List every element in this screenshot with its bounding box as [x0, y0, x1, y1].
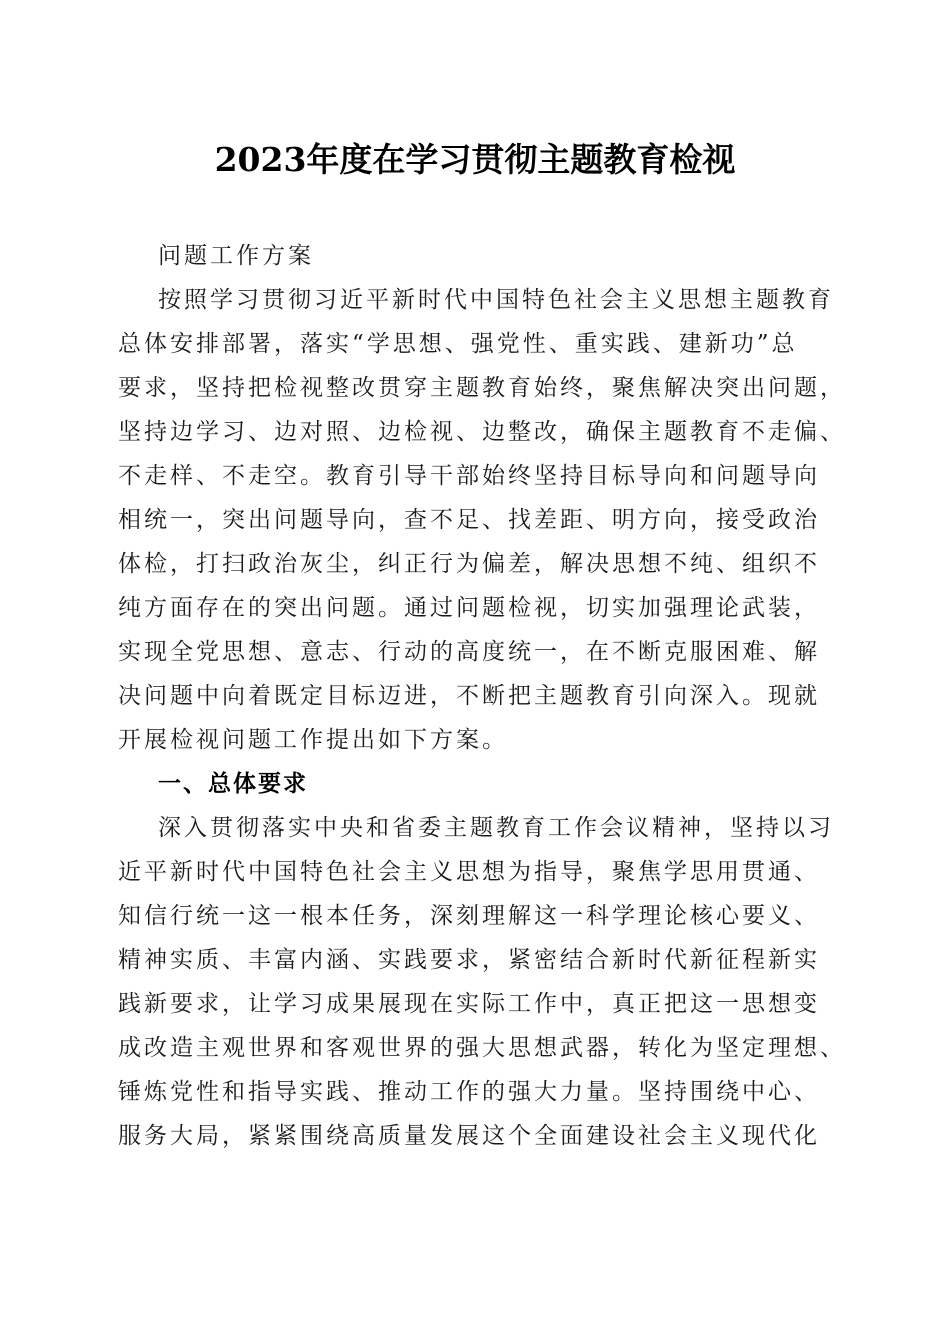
- paragraph-line: 服务大局，紧紧围绕高质量发展这个全面建设社会主义现代化: [118, 1123, 820, 1149]
- paragraph-line: 体检，打扫政治灰尘，纠正行为偏差，解决思想不纯、组织不: [118, 551, 820, 577]
- paragraph-line: 相统一，突出问题导向，查不足、找差距、明方向，接受政治: [118, 507, 820, 533]
- paragraph-line: 知信行统一这一根本任务，深刻理解这一科学理论核心要义、: [118, 903, 820, 929]
- paragraph-line: 深入贯彻落实中央和省委主题教育工作会议精神，坚持以习: [158, 815, 834, 841]
- paragraph-line: 开展检视问题工作提出如下方案。: [118, 727, 508, 753]
- paragraph-line: 不走样、不走空。教育引导干部始终坚持目标导向和问题导向: [118, 463, 820, 489]
- paragraph-line: 按照学习贯彻习近平新时代中国特色社会主义思想主题教育: [158, 287, 834, 313]
- section-heading: 一、总体要求: [158, 771, 308, 797]
- document-title: 2023年度在学习贯彻主题教育检视: [214, 140, 736, 179]
- paragraph-line: 决问题中向着既定目标迈进，不断把主题教育引向深入。现就: [118, 683, 820, 709]
- paragraph-line: 总体安排部署，落实“学思想、强党性、重实践、建新功”总: [118, 331, 798, 357]
- paragraph-line: 近平新时代中国特色社会主义思想为指导，聚焦学思用贯通、: [118, 859, 820, 885]
- paragraph-line: 纯方面存在的突出问题。通过问题检视，切实加强理论武装，: [118, 595, 820, 621]
- document-body: [118, 234, 846, 1158]
- paragraph-line: 实现全党思想、意志、行动的高度统一，在不断克服困难、解: [118, 639, 820, 665]
- paragraph-line: 成改造主观世界和客观世界的强大思想武器，转化为坚定理想、: [118, 1035, 846, 1061]
- paragraph-line: 问题工作方案: [158, 243, 314, 269]
- paragraph-line: 坚持边学习、边对照、边检视、边整改，确保主题教育不走偏、: [118, 419, 846, 445]
- paragraph-line: 精神实质、丰富内涵、实践要求，紧密结合新时代新征程新实: [118, 947, 820, 973]
- paragraph-line: 要求，坚持把检视整改贯穿主题教育始终，聚焦解决突出问题，: [118, 375, 846, 401]
- paragraph-line: 践新要求，让学习成果展现在实际工作中，真正把这一思想变: [118, 991, 820, 1017]
- paragraph-line: 锤炼党性和指导实践、推动工作的强大力量。坚持围绕中心、: [118, 1079, 820, 1105]
